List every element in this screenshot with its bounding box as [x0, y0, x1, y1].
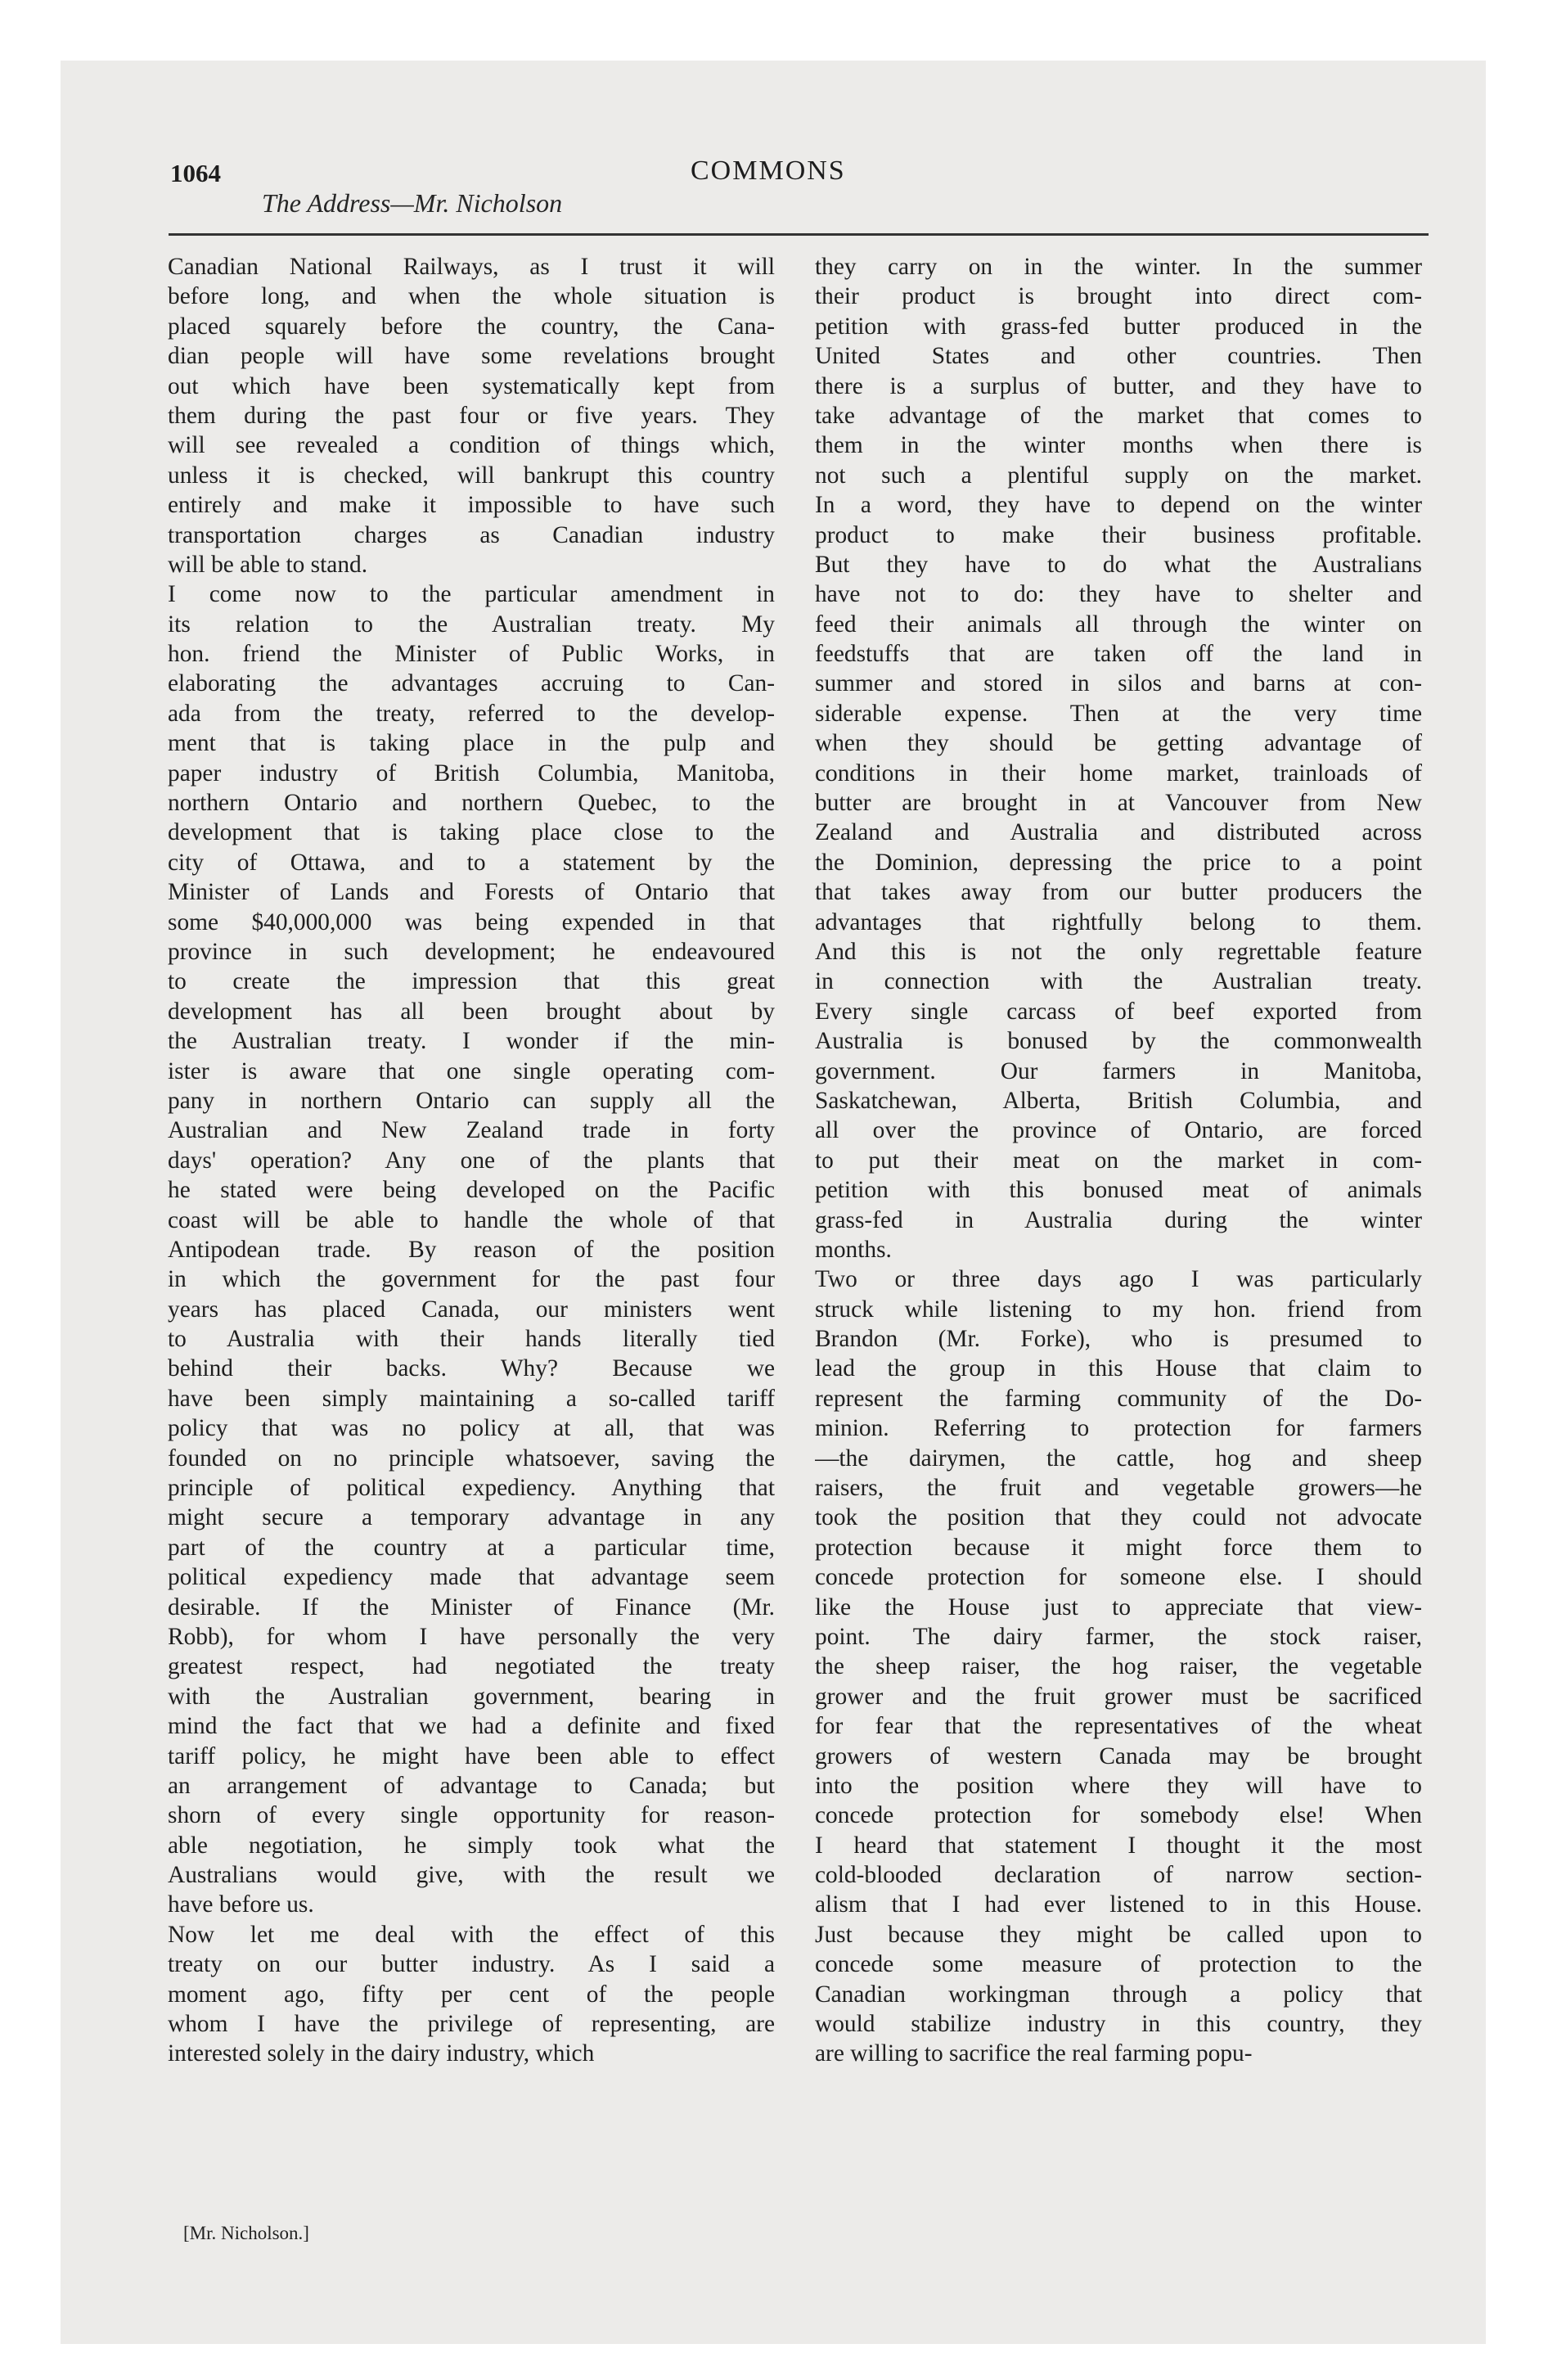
- text-line: Now let me deal with the effect of this: [168, 1921, 775, 1948]
- text-line: Canadian workingman through a policy that: [815, 1981, 1422, 2008]
- text-line: the Australian treaty. I wonder if the min-: [168, 1028, 775, 1055]
- text-line: tariff policy, he might have been able to effect: [168, 1742, 775, 1769]
- right-column: [815, 252, 1422, 2069]
- text-line: cold-blooded declaration of narrow section-: [815, 1862, 1422, 1889]
- text-line: to put their meat on the market in com-: [815, 1147, 1422, 1174]
- text-line: part of the country at a particular time,: [168, 1534, 775, 1561]
- text-line: for fear that the representatives of the wheat: [815, 1713, 1422, 1740]
- text-line: mind the fact that we had a definite and fixed: [168, 1713, 775, 1740]
- text-line: Saskatchewan, Alberta, British Columbia, and: [815, 1087, 1422, 1114]
- text-line: lead the group in this House that claim to: [815, 1355, 1422, 1382]
- text-line: their product is brought into direct com-: [815, 283, 1422, 310]
- text-line: Every single carcass of beef exported from: [815, 998, 1422, 1025]
- text-line: desirable. If the Minister of Finance (Mr.: [168, 1593, 775, 1620]
- text-line: protection because it might force them to: [815, 1534, 1422, 1561]
- text-line: Australia is bonused by the commonwealth: [815, 1028, 1422, 1055]
- text-line: ister is aware that one single operating com-: [168, 1057, 775, 1084]
- text-line: founded on no principle whatsoever, saving the: [168, 1445, 775, 1472]
- text-line: to Australia with their hands literally tied: [168, 1326, 775, 1353]
- text-line: minion. Referring to protection for farmers: [815, 1415, 1422, 1442]
- text-line: Australian and New Zealand trade in forty: [168, 1117, 775, 1144]
- text-line: political expediency made that advantage seem: [168, 1564, 775, 1591]
- text-line: In a word, they have to depend on the winter: [815, 492, 1422, 519]
- text-line: petition with this bonused meat of animals: [815, 1177, 1422, 1204]
- text-line: Canadian National Railways, as I trust it will: [168, 254, 775, 280]
- text-line: when they should be getting advantage of: [815, 730, 1422, 757]
- text-line: some $40,000,000 was being expended in that: [168, 908, 775, 935]
- text-line: point. The dairy farmer, the stock raiser,: [815, 1623, 1422, 1650]
- text-line: took the position that they could not advocate: [815, 1504, 1422, 1531]
- text-line: there is a surplus of butter, and they have to: [815, 372, 1422, 399]
- left-column: [168, 252, 775, 2069]
- text-line: have not to do: they have to shelter and: [815, 581, 1422, 608]
- text-line: would stabilize industry in this country, they: [815, 2011, 1422, 2038]
- text-line: I heard that statement I thought it the most: [815, 1832, 1422, 1859]
- text-line: months.: [815, 1236, 892, 1263]
- text-line: they carry on in the winter. In the summer: [815, 254, 1422, 280]
- text-line: butter are brought in at Vancouver from New: [815, 790, 1422, 817]
- text-line: will see revealed a condition of things which,: [168, 432, 775, 459]
- text-line: policy that was no policy at all, that was: [168, 1415, 775, 1442]
- text-line: Minister of Lands and Forests of Ontario that: [168, 879, 775, 906]
- text-line: before long, and when the whole situation is: [168, 283, 775, 310]
- text-line: struck while listening to my hon. friend from: [815, 1296, 1422, 1323]
- text-line: grass-fed in Australia during the winter: [815, 1206, 1422, 1233]
- text-line: dian people will have some revelations brought: [168, 343, 775, 370]
- text-line: grower and the fruit grower must be sacrificed: [815, 1683, 1422, 1710]
- text-line: an arrangement of advantage to Canada; but: [168, 1772, 775, 1799]
- text-line: interested solely in the dairy industry, which: [168, 2040, 595, 2067]
- text-line: whom I have the privilege of representing, are: [168, 2011, 775, 2038]
- text-line: days' operation? Any one of the plants that: [168, 1147, 775, 1174]
- text-line: growers of western Canada may be brought: [815, 1742, 1422, 1769]
- text-line: But they have to do what the Australians: [815, 551, 1422, 578]
- text-line: are willing to sacrifice the real farming popu-: [815, 2040, 1253, 2067]
- text-line: moment ago, fifty per cent of the people: [168, 1981, 775, 2008]
- text-line: them in the winter months when there is: [815, 432, 1422, 459]
- text-line: product to make their business profitable.: [815, 521, 1422, 548]
- text-line: placed squarely before the country, the Cana-: [168, 313, 775, 340]
- text-line: Just because they might be called upon to: [815, 1921, 1422, 1948]
- text-line: in which the government for the past four: [168, 1266, 775, 1293]
- text-line: with the Australian government, bearing in: [168, 1683, 775, 1710]
- text-line: he stated were being developed on the Pacific: [168, 1177, 775, 1204]
- text-line: its relation to the Australian treaty. My: [168, 611, 775, 638]
- text-line: I come now to the particular amendment in: [168, 581, 775, 608]
- text-line: take advantage of the market that comes to: [815, 402, 1422, 429]
- text-line: hon. friend the Minister of Public Works, in: [168, 641, 775, 668]
- text-line: shorn of every single opportunity for reason-: [168, 1802, 775, 1829]
- text-line: ada from the treaty, referred to the develop-: [168, 700, 775, 727]
- text-line: city of Ottawa, and to a statement by the: [168, 849, 775, 876]
- text-line: pany in northern Ontario can supply all the: [168, 1087, 775, 1114]
- text-line: raisers, the fruit and vegetable growers—he: [815, 1475, 1422, 1502]
- text-line: not such a plentiful supply on the market.: [815, 462, 1422, 489]
- page-number: 1064: [170, 159, 221, 187]
- text-line: greatest respect, had negotiated the treaty: [168, 1653, 775, 1680]
- text-line: And this is not the only regrettable feature: [815, 938, 1422, 965]
- text-line: United States and other countries. Then: [815, 343, 1422, 370]
- text-line: concede protection for somebody else! When: [815, 1802, 1422, 1829]
- text-line: concede protection for someone else. I should: [815, 1564, 1422, 1591]
- text-line: all over the province of Ontario, are forced: [815, 1117, 1422, 1144]
- text-line: advantages that rightfully belong to them.: [815, 908, 1422, 935]
- text-line: conditions in their home market, trainloads of: [815, 760, 1422, 787]
- text-line: alism that I had ever listened to in this House.: [815, 1891, 1422, 1918]
- text-line: the sheep raiser, the hog raiser, the vegetable: [815, 1653, 1422, 1680]
- text-line: Robb), for whom I have personally the very: [168, 1623, 775, 1650]
- text-line: siderable expense. Then at the very time: [815, 700, 1422, 727]
- text-line: Australians would give, with the result we: [168, 1862, 775, 1889]
- text-line: development that is taking place close to the: [168, 819, 775, 846]
- text-line: able negotiation, he simply took what the: [168, 1832, 775, 1859]
- text-line: represent the farming community of the Do-: [815, 1385, 1422, 1412]
- page-title: COMMONS: [691, 156, 846, 186]
- text-line: principle of political expediency. Anything that: [168, 1475, 775, 1502]
- text-line: feedstuffs that are taken off the land in: [815, 641, 1422, 668]
- text-line: paper industry of British Columbia, Manitoba,: [168, 760, 775, 787]
- text-line: Two or three days ago I was particularly: [815, 1266, 1422, 1293]
- text-line: petition with grass-fed butter produced in the: [815, 313, 1422, 340]
- text-line: feed their animals all through the winter on: [815, 611, 1422, 638]
- text-line: out which have been systematically kept from: [168, 372, 775, 399]
- text-line: government. Our farmers in Manitoba,: [815, 1057, 1422, 1084]
- text-line: coast will be able to handle the whole of that: [168, 1206, 775, 1233]
- text-line: years has placed Canada, our ministers went: [168, 1296, 775, 1323]
- running-head: The Address—Mr. Nicholson: [262, 188, 563, 218]
- header-rule: [169, 233, 1429, 236]
- text-line: might secure a temporary advantage in any: [168, 1504, 775, 1531]
- text-line: ment that is taking place in the pulp and: [168, 730, 775, 757]
- text-line: development has all been brought about by: [168, 998, 775, 1025]
- text-line: to create the impression that this great: [168, 968, 775, 995]
- text-line: unless it is checked, will bankrupt this country: [168, 462, 775, 489]
- text-line: treaty on our butter industry. As I said a: [168, 1951, 775, 1978]
- text-line: northern Ontario and northern Quebec, to the: [168, 790, 775, 817]
- text-line: elaborating the advantages accruing to Can-: [168, 670, 775, 697]
- text-line: like the House just to appreciate that view-: [815, 1593, 1422, 1620]
- text-line: entirely and make it impossible to have such: [168, 492, 775, 519]
- text-line: Brandon (Mr. Forke), who is presumed to: [815, 1326, 1422, 1353]
- text-line: into the position where they will have to: [815, 1772, 1422, 1799]
- text-line: the Dominion, depressing the price to a point: [815, 849, 1422, 876]
- text-line: in connection with the Australian treaty.: [815, 968, 1422, 995]
- text-line: behind their backs. Why? Because we: [168, 1355, 775, 1382]
- text-line: that takes away from our butter producers the: [815, 879, 1422, 906]
- text-line: Zealand and Australia and distributed across: [815, 819, 1422, 846]
- text-line: them during the past four or five years. They: [168, 402, 775, 429]
- text-line: summer and stored in silos and barns at con-: [815, 670, 1422, 697]
- text-line: province in such development; he endeavoured: [168, 938, 775, 965]
- text-line: have before us.: [168, 1891, 314, 1918]
- text-line: will be able to stand.: [168, 551, 368, 578]
- text-line: Antipodean trade. By reason of the position: [168, 1236, 775, 1263]
- text-line: transportation charges as Canadian industry: [168, 521, 775, 548]
- speaker-footnote: [Mr. Nicholson.]: [183, 2223, 309, 2243]
- text-line: —the dairymen, the cattle, hog and sheep: [815, 1445, 1422, 1472]
- text-line: concede some measure of protection to the: [815, 1951, 1422, 1978]
- text-line: have been simply maintaining a so-called tariff: [168, 1385, 775, 1412]
